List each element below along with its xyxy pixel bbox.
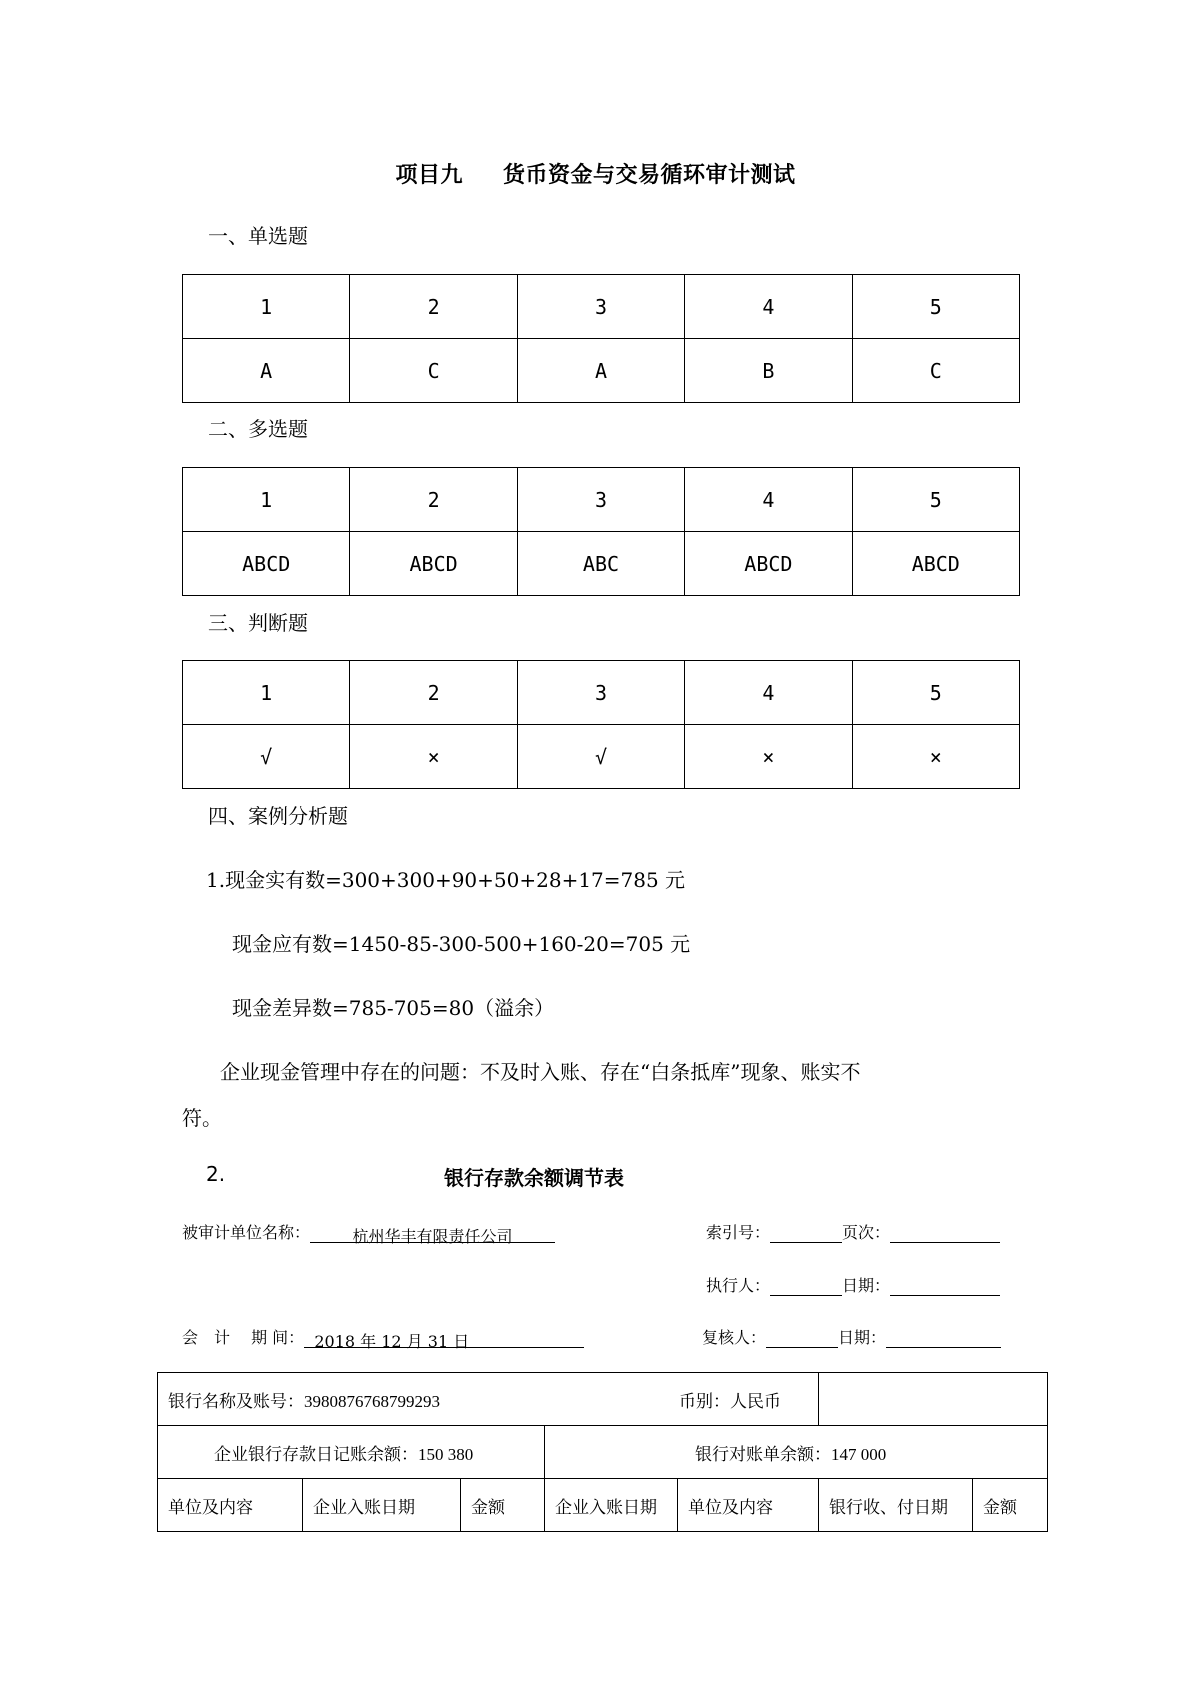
- executor-blank: [770, 1277, 842, 1296]
- date-blank: [890, 1277, 1000, 1296]
- table-row: [158, 1479, 1048, 1532]
- page-label: 页次：: [842, 1223, 891, 1242]
- currency-text: 币别：人民币: [679, 1391, 782, 1411]
- bank-balance-cell: 银行对账单余额：147 000: [545, 1426, 1048, 1479]
- question-number: 5: [852, 275, 1019, 339]
- date-label: 日期：: [838, 1328, 887, 1347]
- index-and-page: [706, 1220, 1000, 1243]
- reviewer-blank: [766, 1329, 838, 1348]
- period-label: 会 计 期 间：: [182, 1328, 305, 1347]
- answer-cell: √: [183, 725, 350, 789]
- question-number: 1: [183, 661, 350, 725]
- answer-cell: B: [685, 339, 852, 403]
- question-number: 2: [350, 468, 517, 532]
- question-number: 3: [517, 661, 684, 725]
- answer-cell: C: [852, 339, 1019, 403]
- table-row: [183, 468, 1020, 532]
- book-balance-cell: 企业银行存款日记账余额：150 380: [158, 1426, 545, 1479]
- date-blank: [886, 1329, 1001, 1348]
- period-value: 2018 年 12 月 31 日: [314, 1332, 470, 1351]
- bank-account-text: 银行名称及账号：3980876768799293: [168, 1391, 440, 1411]
- executor-and-date: [706, 1273, 1000, 1296]
- audited-unit-label: 被审计单位名称：: [182, 1223, 311, 1242]
- column-header: 单位及内容: [678, 1479, 819, 1532]
- question-number: 4: [685, 468, 852, 532]
- column-header: 银行收、付日期: [819, 1479, 973, 1532]
- single-choice-table: [182, 274, 1020, 403]
- page-blank: [890, 1224, 1000, 1243]
- accounting-period: [182, 1325, 584, 1351]
- multiple-choice-table: [182, 467, 1020, 596]
- question-number: 4: [685, 275, 852, 339]
- case-line-expected-cash: 现金应有数=1450-85-300-500+160-20=705 元: [232, 932, 691, 956]
- recon-number: 2.: [206, 1162, 226, 1186]
- currency-cell: [679, 1373, 1048, 1426]
- answer-cell: ABCD: [183, 532, 350, 596]
- answer-cell: ×: [852, 725, 1019, 789]
- date-label: 日期：: [842, 1276, 891, 1295]
- index-label: 索引号：: [706, 1223, 771, 1242]
- table-row: [183, 532, 1020, 596]
- answer-cell: √: [517, 725, 684, 789]
- index-blank: [770, 1224, 842, 1243]
- table-row: [158, 1373, 1048, 1426]
- question-number: 1: [183, 275, 350, 339]
- column-header: 单位及内容: [158, 1479, 303, 1532]
- question-number: 4: [685, 661, 852, 725]
- answer-cell: ABCD: [852, 532, 1019, 596]
- case-line-actual-cash: 1.现金实有数=300+300+90+50+28+17=785 元: [206, 868, 686, 892]
- answer-cell: A: [517, 339, 684, 403]
- executor-label: 执行人：: [706, 1276, 771, 1295]
- question-number: 2: [350, 661, 517, 725]
- column-header: 企业入账日期: [303, 1479, 461, 1532]
- column-header: 金额: [973, 1479, 1048, 1532]
- table-row: [183, 661, 1020, 725]
- bank-reconciliation-table: [157, 1372, 1048, 1532]
- section-heading-multiple-choice: 二、多选题: [208, 417, 308, 441]
- reviewer-label: 复核人：: [702, 1328, 767, 1347]
- answer-cell: ABC: [517, 532, 684, 596]
- section-heading-case-analysis: 四、案例分析题: [208, 804, 348, 828]
- column-header: 金额: [461, 1479, 545, 1532]
- question-number: 1: [183, 468, 350, 532]
- period-value-wrap: [304, 1329, 584, 1351]
- true-false-table: [182, 660, 1020, 789]
- question-number: 2: [350, 275, 517, 339]
- answer-cell: A: [183, 339, 350, 403]
- audited-unit: [182, 1220, 555, 1246]
- audited-unit-value: 杭州华丰有限责任公司: [310, 1224, 555, 1243]
- case-line-cash-difference: 现金差异数=785-705=80（溢余）: [232, 996, 555, 1020]
- reviewer-and-date: [702, 1325, 1001, 1348]
- case-paragraph-line2: 符。: [182, 1106, 222, 1130]
- answer-cell: ABCD: [685, 532, 852, 596]
- page-title: 项目九 货币资金与交易循环审计测试: [395, 163, 796, 188]
- question-number: 3: [517, 275, 684, 339]
- section-heading-single-choice: 一、单选题: [208, 224, 308, 248]
- recon-title: 银行存款余额调节表: [444, 1166, 624, 1190]
- section-heading-true-false: 三、判断题: [208, 611, 308, 635]
- answer-cell: ABCD: [350, 532, 517, 596]
- question-number: 5: [852, 468, 1019, 532]
- answer-cell: C: [350, 339, 517, 403]
- question-number: 3: [517, 468, 684, 532]
- case-paragraph-line1: 企业现金管理中存在的问题：不及时入账、存在“白条抵库”现象、账实不: [220, 1060, 861, 1084]
- answer-cell: ×: [350, 725, 517, 789]
- column-header: 企业入账日期: [545, 1479, 678, 1532]
- table-row: [183, 275, 1020, 339]
- question-number: 5: [852, 661, 1019, 725]
- table-row: [183, 725, 1020, 789]
- table-row: [158, 1426, 1048, 1479]
- answer-cell: ×: [685, 725, 852, 789]
- table-row: [183, 339, 1020, 403]
